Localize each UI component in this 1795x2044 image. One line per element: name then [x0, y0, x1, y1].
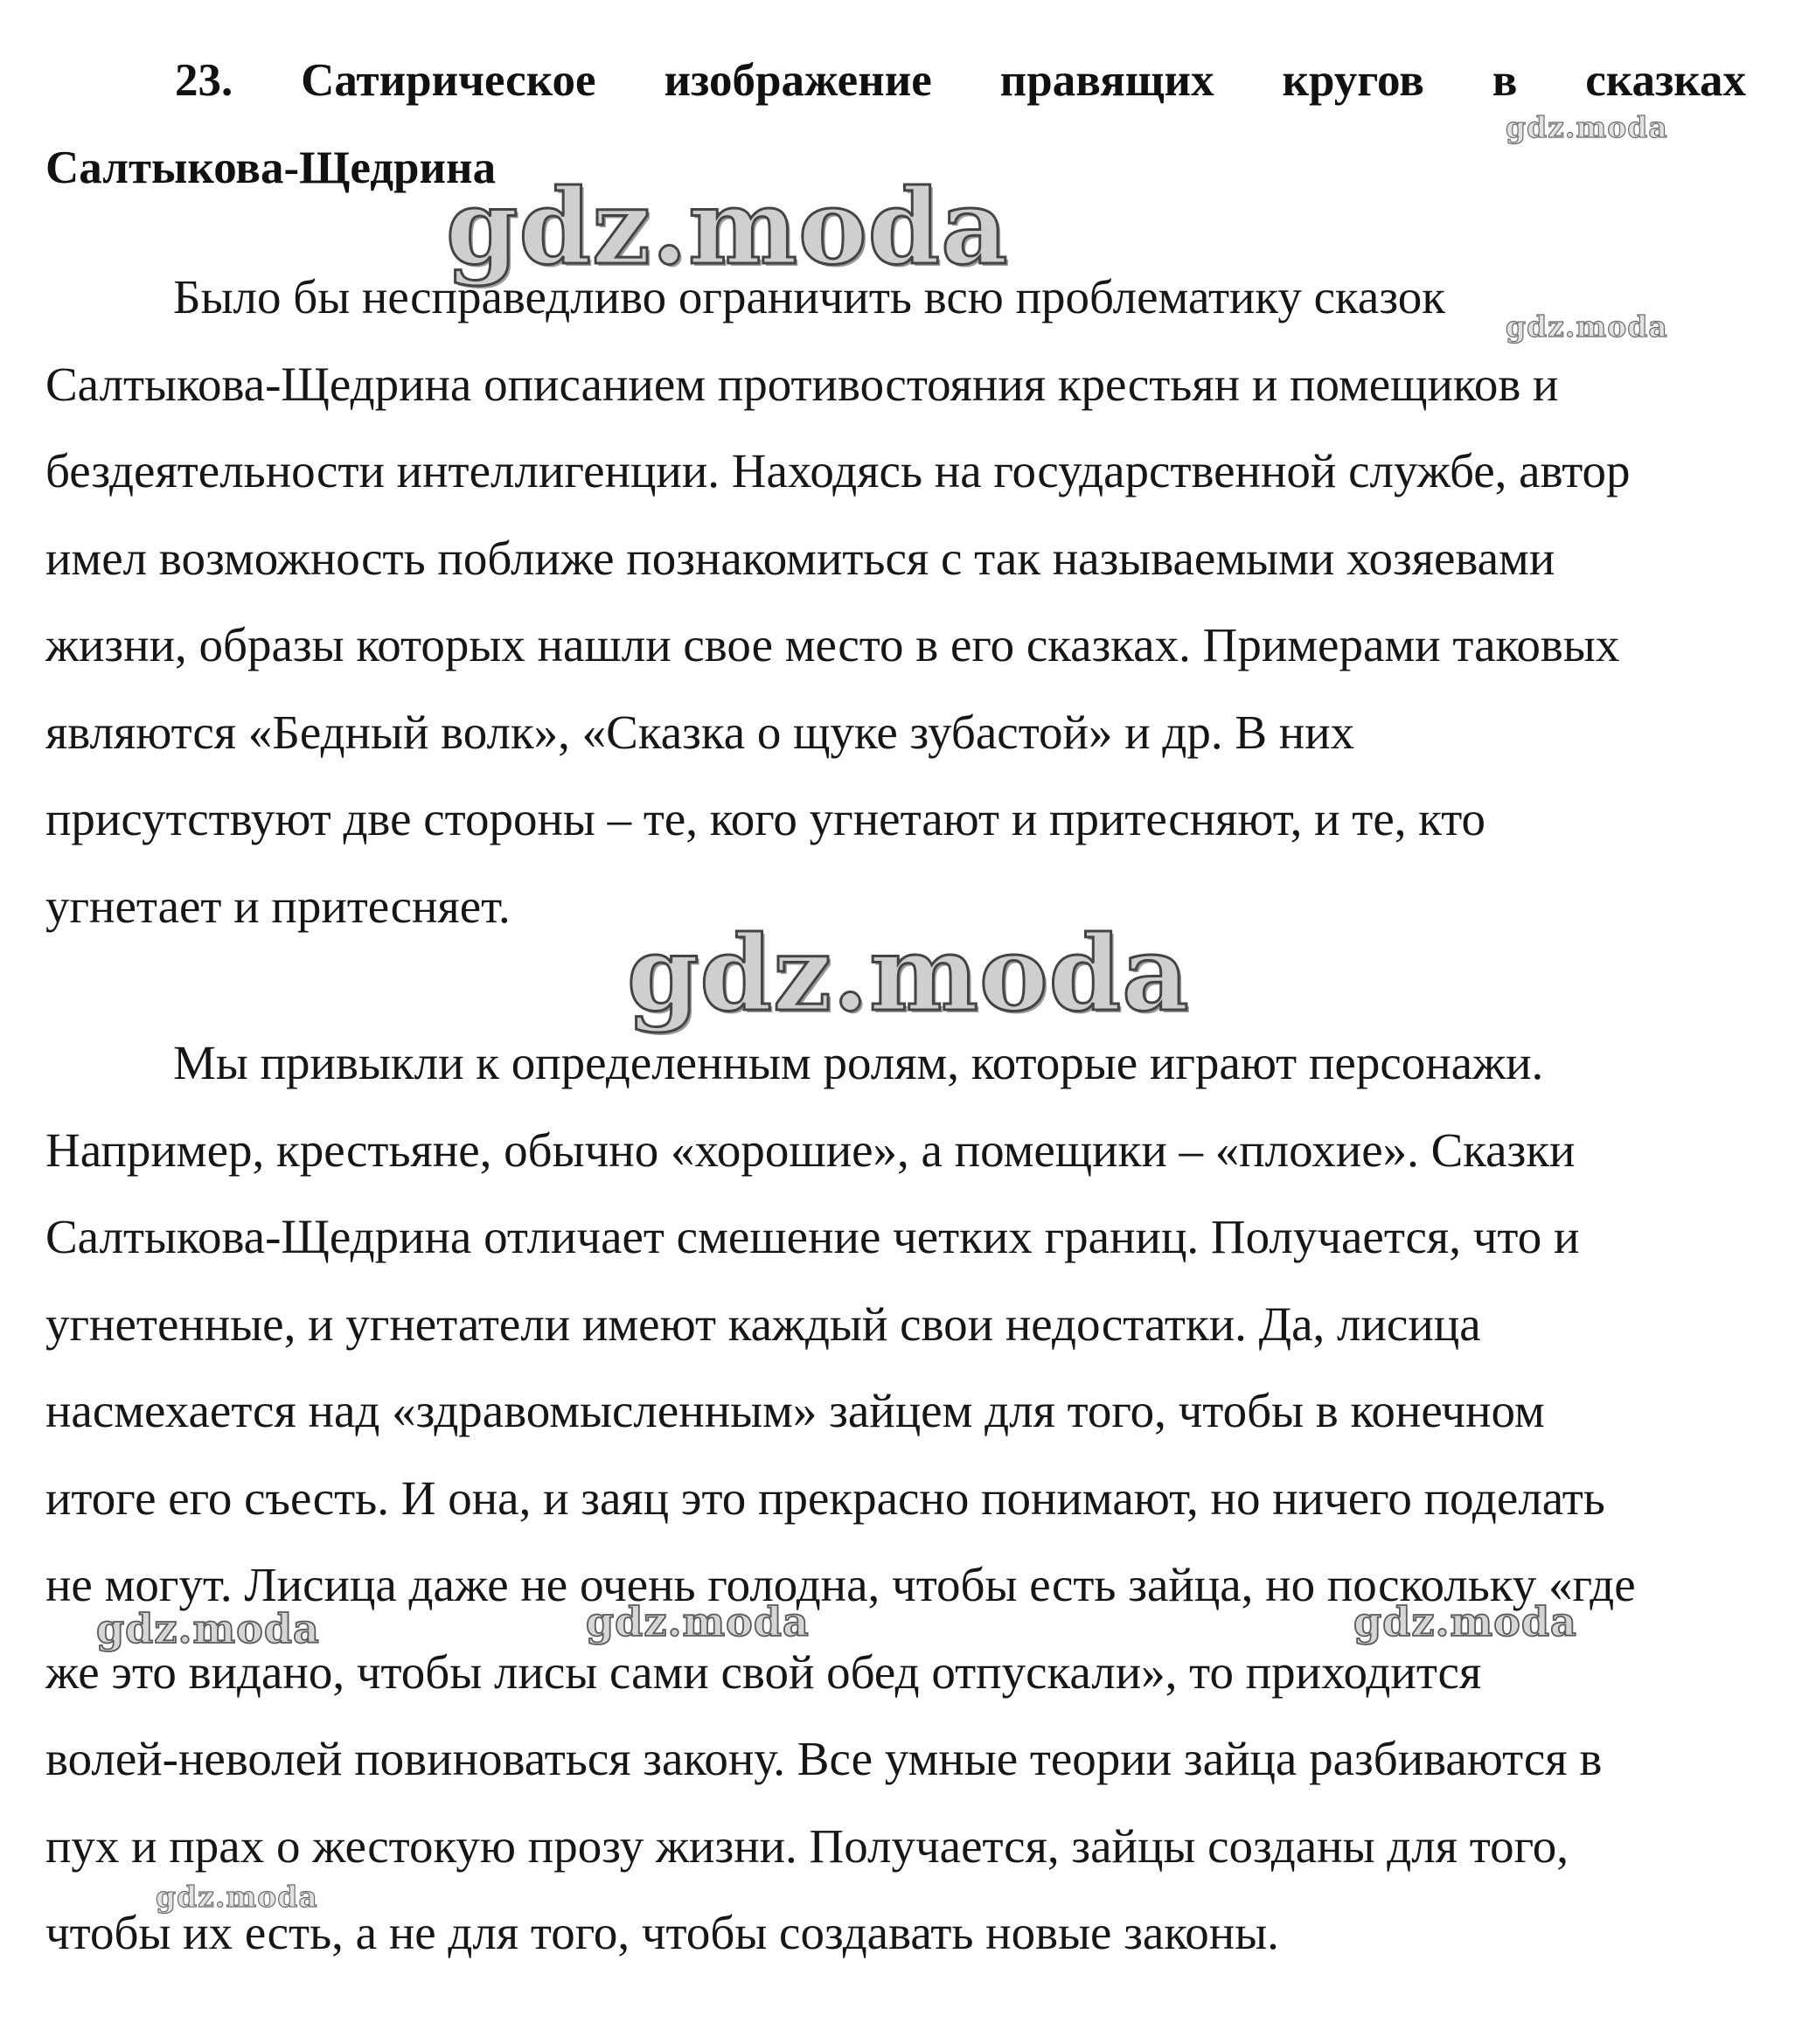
watermark: gdz.moda	[586, 1598, 810, 1645]
watermark: gdz.moda	[156, 1880, 318, 1914]
text-line: угнетенные, и угнетатели имеют каждый свои недостатки. Да, лисица	[45, 1297, 1481, 1351]
text-line: Мы привыкли к определенным ролям, которые играют персонажи.	[173, 1036, 1544, 1089]
watermark: gdz.moda	[1353, 1598, 1577, 1645]
watermark: gdz.moda	[627, 913, 1190, 1034]
watermark: gdz.moda	[1506, 110, 1668, 144]
watermark: gdz.moda	[1506, 309, 1668, 344]
paragraph	[45, 254, 1750, 949]
text-line: имел возможность поближе познакомиться с так называемыми хозяевами	[45, 531, 1555, 585]
text-line: присутствуют две стороны – те, кого угнетают и притесняют, и те, кто	[45, 792, 1486, 845]
text-line: не могут. Лисица даже не очень голодна, чтобы есть зайца, но поскольку «где	[45, 1558, 1636, 1611]
text-line: Салтыкова-Щедрина отличает смешение четких границ. Получается, что и	[45, 1210, 1580, 1263]
text-line: Было бы несправедливо ограничить всю проблематику сказок	[173, 270, 1445, 323]
page-title	[45, 37, 1746, 212]
text-line: Например, крестьяне, обычно «хорошие», а помещики – «плохие». Сказки	[45, 1123, 1576, 1177]
text-line: являются «Бедный волк», «Сказка о щуке зубастой» и др. В них	[45, 705, 1355, 759]
text-line: волей-неволей повиноваться закону. Все умные теории зайца разбиваются в	[45, 1732, 1603, 1785]
text-line: угнетает и притесняет.	[45, 879, 511, 933]
text-line: насмехается над «здравомысленным» зайцем для того, чтобы в конечном	[45, 1384, 1545, 1437]
text-line: бездеятельности интеллигенции. Находясь на государственной службе, автор	[45, 444, 1631, 497]
paragraph	[45, 1019, 1750, 1977]
text-line: чтобы их есть, а не для того, чтобы создавать новые законы.	[45, 1906, 1279, 1959]
text-line: же это видано, чтобы лисы сами свой обед отпускали», то приходится	[45, 1644, 1482, 1699]
text-line: жизни, образы которых нашли свое место в его сказках. Примерами таковых	[45, 618, 1620, 671]
title-line: Салтыкова-Щедрина	[45, 143, 497, 193]
text-line: Салтыкова-Щедрина описанием противостояния крестьян и помещиков и	[45, 357, 1559, 411]
watermark: gdz.moda	[96, 1605, 320, 1652]
text-line: пух и прах о жестокую прозу жизни. Получается, зайцы созданы для того,	[45, 1818, 1569, 1873]
watermark: gdz.moda	[446, 166, 1009, 288]
text-line: итоге его съесть. И она, и заяц это прекрасно понимают, но ничего поделать	[45, 1470, 1605, 1525]
title-line: 23. Сатирическое изображение правящих кругов в сказках	[175, 55, 1746, 106]
